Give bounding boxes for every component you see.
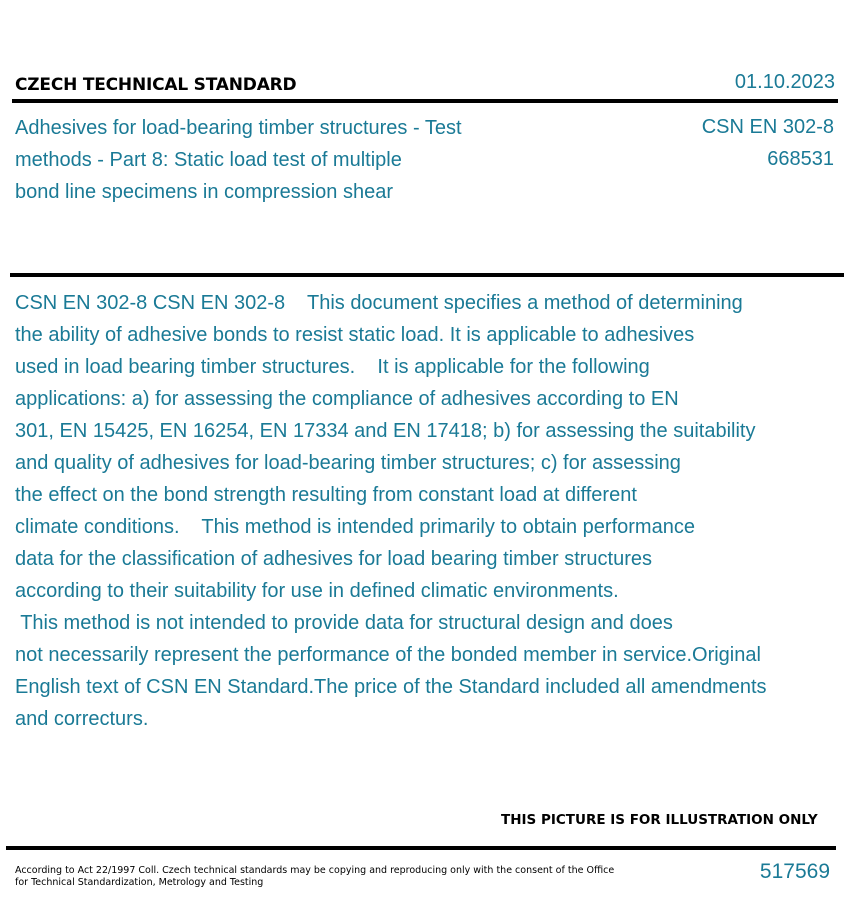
abstract-line: the ability of adhesive bonds to resist static load. It is applicable to adhesives	[15, 324, 695, 346]
standard-type-label: CZECH TECHNICAL STANDARD	[15, 75, 297, 95]
publication-date: 01.10.2023	[734, 71, 835, 93]
abstract-line: This method is not intended to provide data for structural design and does	[15, 612, 673, 634]
standard-code: CSN EN 302-8	[701, 116, 834, 138]
copyright-note-line: According to Act 22/1997 Coll. Czech technical standards may be copying and reproducing only with the consent of the Office	[15, 865, 615, 876]
footer-rule	[6, 846, 836, 850]
abstract-line: data for the classification of adhesives for load bearing timber structures	[15, 548, 652, 570]
header-rule	[12, 99, 838, 103]
product-number: 517569	[759, 860, 830, 883]
abstract-line: and quality of adhesives for load-bearing timber structures; c) for assessing	[15, 452, 681, 474]
abstract-line: applications: a) for assessing the compliance of adhesives according to EN	[15, 388, 679, 410]
abstract-line: climate conditions. This method is intended primarily to obtain performance	[15, 516, 695, 538]
abstract-line: used in load bearing timber structures. It is applicable for the following	[15, 356, 650, 378]
document-title-line: methods - Part 8: Static load test of multiple	[15, 149, 402, 171]
illustration-disclaimer: THIS PICTURE IS FOR ILLUSTRATION ONLY	[501, 812, 818, 828]
copyright-note-line: for Technical Standardization, Metrology and Testing	[15, 877, 264, 888]
abstract-line: English text of CSN EN Standard.The price of the Standard included all amendments	[15, 676, 767, 698]
abstract-line: CSN EN 302-8 CSN EN 302-8 This document specifies a method of determining	[15, 292, 743, 314]
abstract-line: not necessarily represent the performance of the bonded member in service.Original	[15, 644, 761, 666]
abstract-line: the effect on the bond strength resulting from constant load at different	[15, 484, 637, 506]
document-title-line: Adhesives for load-bearing timber structures - Test	[15, 117, 462, 139]
copyright-note	[15, 865, 614, 889]
classification-number: 668531	[767, 148, 834, 170]
title-rule	[10, 273, 844, 277]
abstract-line: and correcturs.	[15, 708, 149, 730]
abstract-line: 301, EN 15425, EN 16254, EN 17334 and EN 17418; b) for assessing the suitability	[15, 420, 756, 442]
abstract-line: according to their suitability for use in defined climatic environments.	[15, 580, 619, 602]
document-title-line: bond line specimens in compression shear	[15, 181, 393, 203]
abstract-text	[15, 287, 845, 735]
